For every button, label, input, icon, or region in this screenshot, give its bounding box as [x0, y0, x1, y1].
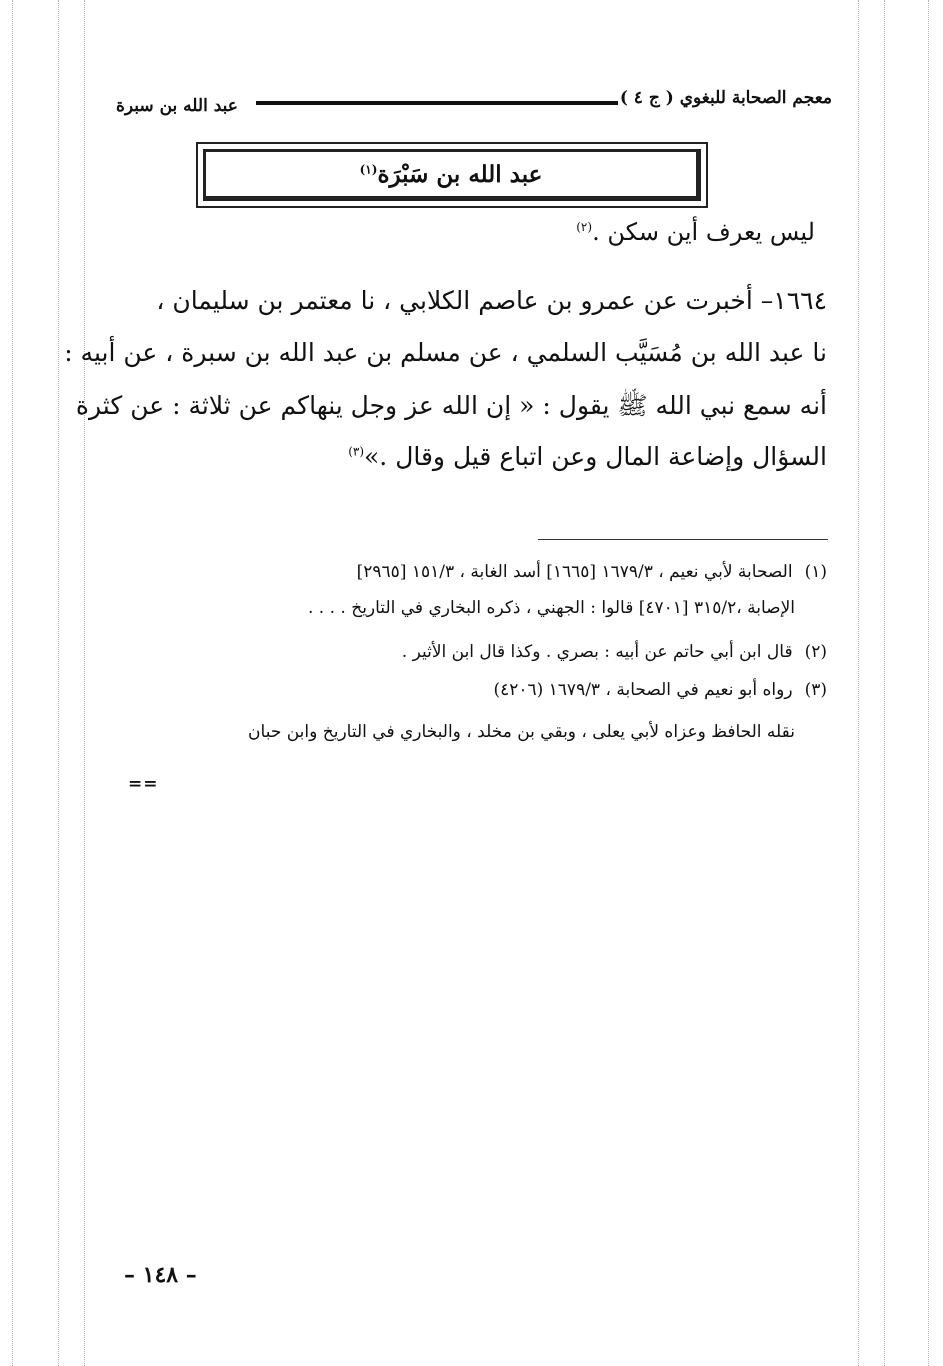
scan-dotted-line	[928, 0, 929, 1366]
footnote-text: قال ابن أبي حاتم عن أبيه : بصري . وكذا قال ابن الأثير .	[401, 642, 793, 662]
entry-title-frame	[203, 149, 701, 201]
running-header	[116, 86, 832, 120]
footnote-ref: (٣)	[348, 444, 365, 459]
entry-title-box	[196, 142, 708, 208]
page-number: – ١٤٨ –	[124, 1262, 197, 1288]
footnote-2	[402, 642, 827, 662]
footnote-text: الصحابة لأبي نعيم ، ١٦٧٩/٣ [١٦٦٥] أسد الغابة ، ١٥١/٣ [٢٩٦٥]	[356, 562, 793, 582]
footnote-3	[493, 680, 827, 700]
footnote-3-continued	[248, 722, 795, 742]
scan-dotted-line	[58, 0, 59, 1366]
hadith-line: نا عبد الله بن مُسَيَّب السلمي ، عن مسلم بن عبد الله بن سبرة ، عن أبيه :	[64, 338, 827, 367]
hadith-line-text: السؤال وإضاعة المال وعن اتباع قيل وقال .»	[364, 442, 827, 471]
footnote-separator	[538, 539, 828, 540]
footnote-text: رواه أبو نعيم في الصحابة ، ١٦٧٩/٣ (٤٢٠٦)	[493, 680, 793, 700]
intro-line	[576, 218, 815, 246]
hadith-line: ١٦٦٤– أخبرت عن عمرو بن عاصم الكلابي ، نا معتمر بن سليمان ،	[156, 286, 827, 315]
hadith-line	[348, 442, 827, 471]
footnote-1-continued	[308, 598, 795, 618]
book-title: معجم الصحابة للبغوي ( ج ٤ )	[619, 88, 832, 108]
scan-dotted-line	[884, 0, 885, 1366]
header-rule	[256, 101, 618, 105]
hadith-line: أنه سمع نبي الله ﷺ يقول : « إن الله عز وجل ينهاكم عن ثلاثة : عن كثرة	[75, 391, 827, 420]
footnote-number: (٢)	[804, 642, 827, 662]
entry-name: عبد الله بن سبرة	[116, 96, 238, 116]
continuation-mark: ==	[128, 774, 159, 794]
scan-dotted-line	[858, 0, 859, 1366]
entry-title-text: عبد الله بن سَبْرَة	[377, 160, 543, 188]
scan-dotted-line	[84, 0, 85, 1366]
footnote-number: (١)	[804, 562, 827, 582]
intro-text: ليس يعرف أين سكن .	[592, 218, 815, 246]
footnote-ref: (١)	[359, 161, 378, 176]
footnote-ref: (٢)	[576, 220, 593, 234]
scan-dotted-line	[12, 0, 13, 1366]
footnote-text: نقله الحافظ وعزاه لأبي يعلى ، وبقي بن مخلد ، والبخاري في التاريخ وابن حبان	[248, 722, 795, 742]
footnote-1	[357, 562, 827, 582]
footnote-number: (٣)	[804, 680, 827, 700]
entry-title	[360, 161, 543, 188]
footnote-text: الإصابة ،٣١٥/٢ [٤٧٠١] قالوا : الجهني ، ذكره البخاري في التاريخ . . . .	[307, 598, 795, 618]
